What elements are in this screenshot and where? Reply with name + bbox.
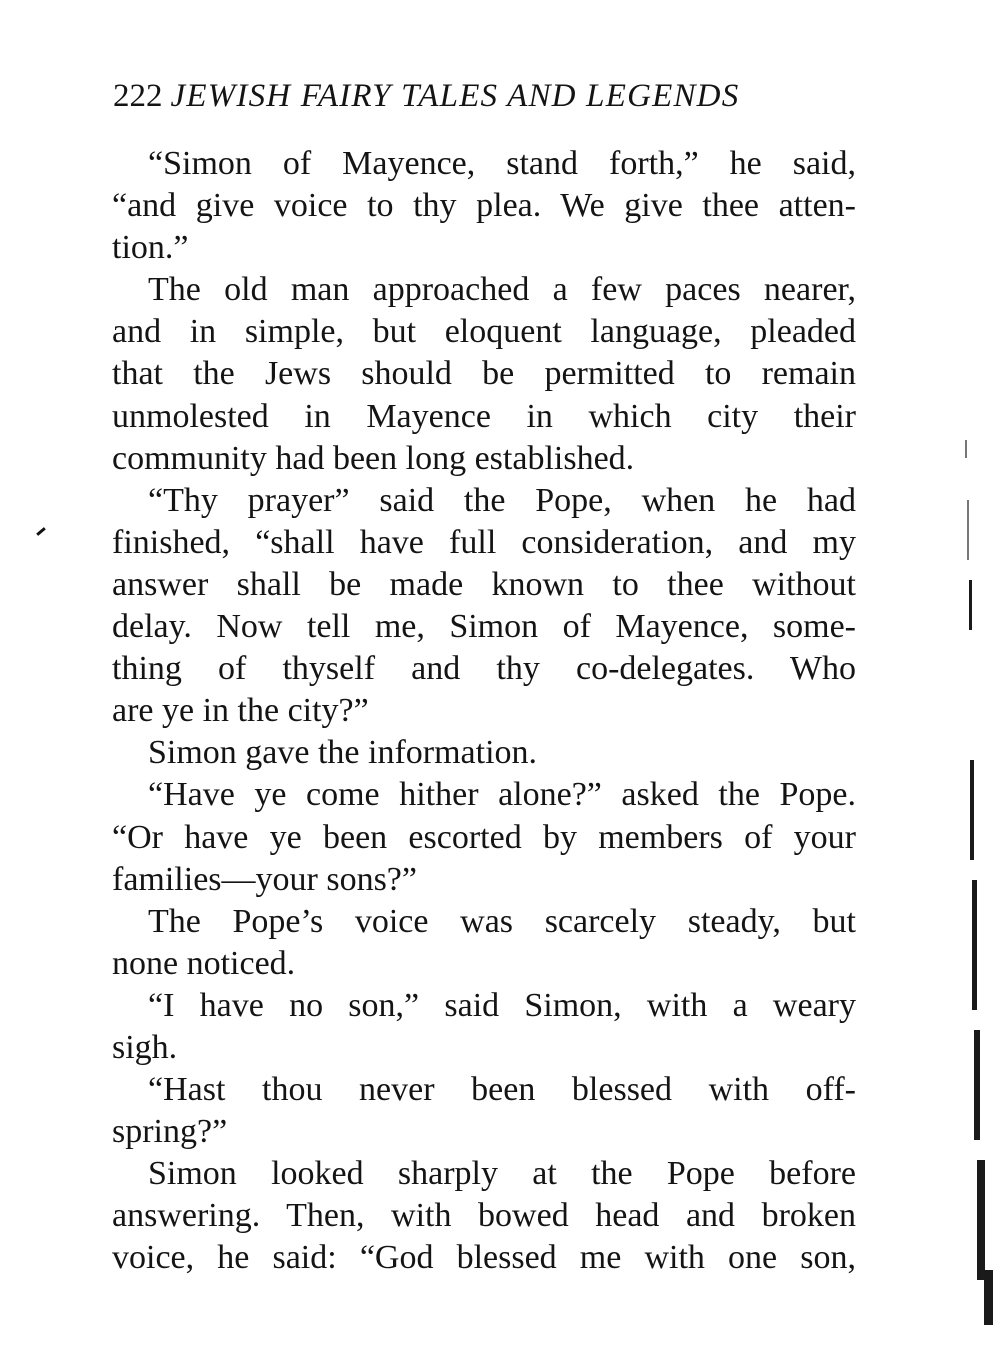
- text-line: none noticed.: [112, 944, 296, 982]
- text-line: Simon looked sharply at the Pope before: [148, 1155, 856, 1193]
- text-line: sigh.: [112, 1028, 178, 1066]
- text-line: “Hast thou never been blessed with off-: [148, 1071, 856, 1109]
- text-line: “I have no son,” said Simon, with a weary: [148, 986, 856, 1024]
- body-text: [112, 143, 856, 1280]
- running-title: JEWISH FAIRY TALES AND LEGENDS: [170, 78, 740, 114]
- running-header: [113, 78, 858, 114]
- text-line: “and give voice to thy plea. We give thee atten-: [112, 187, 856, 225]
- text-line: “Simon of Mayence, stand forth,” he said,: [148, 145, 856, 182]
- scan-edge-mark: [970, 760, 974, 860]
- text-line: are ye in the city?”: [112, 692, 369, 730]
- text-line: answer shall be made known to thee without: [112, 565, 856, 603]
- text-line: spring?”: [112, 1113, 228, 1151]
- scan-edge-speck: [965, 440, 967, 458]
- text-line: voice, he said: “God blessed me with one son,: [112, 1239, 856, 1277]
- text-line: “Have ye come hither alone?” asked the Pope.: [148, 776, 856, 814]
- scan-edge-mark: [977, 1160, 985, 1280]
- text-line: answering. Then, with bowed head and broken: [112, 1197, 856, 1235]
- text-line: families—your sons?”: [112, 860, 417, 898]
- text-line: unmolested in Mayence in which city their: [112, 397, 856, 435]
- scan-edge-mark: [969, 580, 972, 630]
- text-line: thing of thyself and thy co-delegates. Who: [112, 650, 856, 688]
- text-line: delay. Now tell me, Simon of Mayence, some-: [112, 608, 856, 646]
- text-line: The Pope’s voice was scarcely steady, but: [148, 902, 856, 940]
- scan-edge-mark: [974, 1030, 980, 1140]
- text-line: Simon gave the information.: [148, 734, 538, 772]
- text-line: tion.”: [112, 229, 189, 267]
- text-line: that the Jews should be permitted to remain: [112, 355, 856, 393]
- text-line: “Or have ye been escorted by members of your: [112, 818, 856, 856]
- stray-ink-mark: [36, 527, 46, 536]
- text-line: community had been long established.: [112, 439, 635, 477]
- page-number: 222: [113, 78, 163, 114]
- text-line: finished, “shall have full consideration, and my: [112, 523, 856, 561]
- scan-edge-mark: [972, 880, 977, 1010]
- text-line: and in simple, but eloquent language, pleaded: [112, 313, 856, 351]
- text-line: The old man approached a few paces nearer,: [148, 271, 856, 309]
- text-line: “Thy prayer” said the Pope, when he had: [148, 481, 856, 519]
- scan-edge-mark: [984, 1270, 993, 1325]
- scan-edge-speck: [967, 500, 969, 560]
